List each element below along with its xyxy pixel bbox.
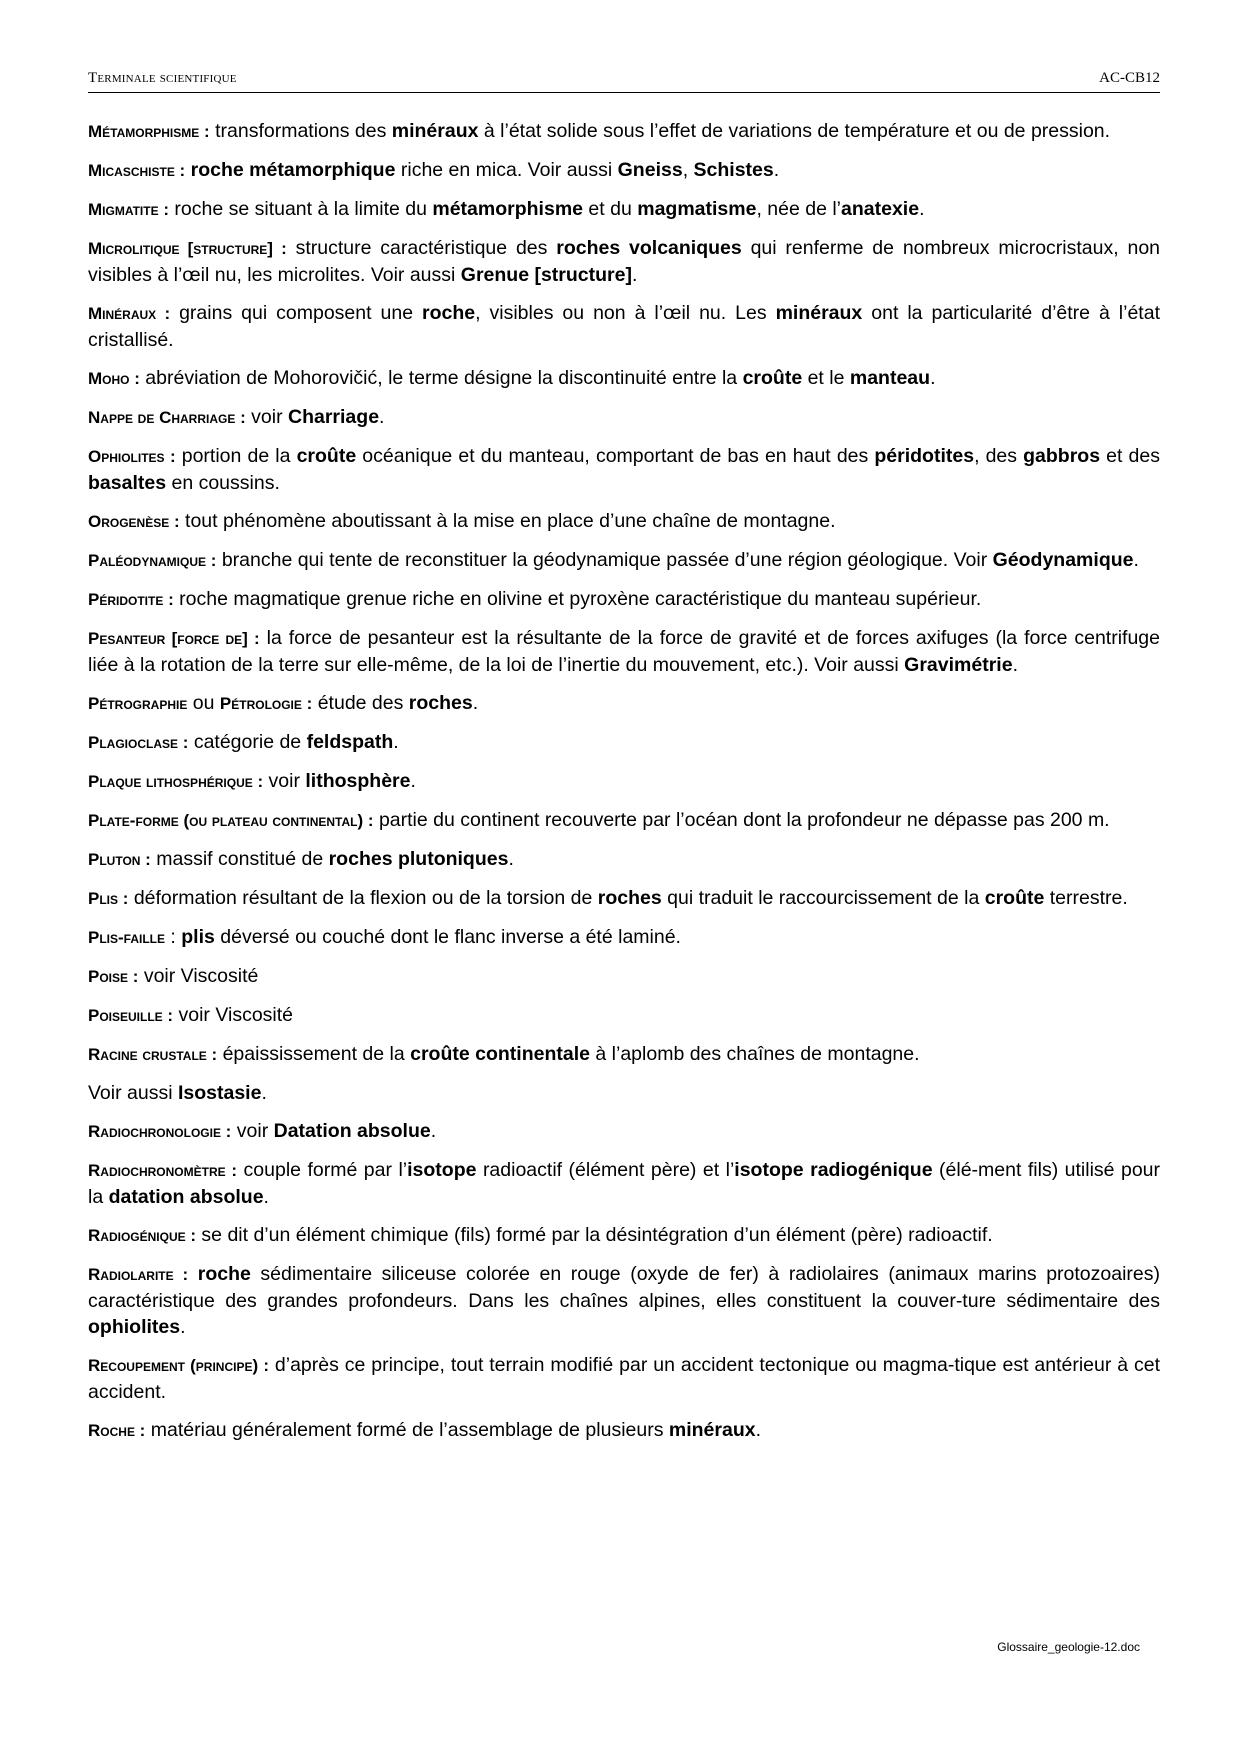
glossary-text: roche se situant à la limite du bbox=[168, 198, 433, 220]
glossary-text: tout phénomène aboutissant à la mise en place d’une chaîne de montagne. bbox=[179, 510, 836, 532]
glossary-keyword: roche bbox=[188, 1263, 251, 1285]
glossary-text: qui renferme de nombreux microcristaux, non visibles à l’œil nu, les microlites. Voir aussi bbox=[88, 237, 1161, 286]
glossary-text: . bbox=[773, 159, 780, 181]
glossary-text: . bbox=[263, 1186, 269, 1208]
glossary-entry bbox=[88, 118, 1160, 145]
glossary-term: Plaque lithosphérique : bbox=[88, 772, 264, 791]
glossary-text: : bbox=[165, 926, 182, 948]
glossary-text: (élé-ment fils) utilisé pour la bbox=[88, 1159, 1161, 1208]
glossary-text: catégorie de bbox=[188, 731, 307, 753]
glossary-term: Orogenèse : bbox=[88, 512, 180, 531]
glossary-keyword: métamorphisme bbox=[432, 198, 584, 220]
glossary-keyword: croûte bbox=[742, 367, 803, 389]
glossary-text: , des bbox=[974, 445, 1024, 467]
glossary-text: . bbox=[919, 198, 925, 220]
glossary-text: . bbox=[755, 1419, 761, 1441]
glossary-entry bbox=[88, 508, 1160, 535]
glossary-text: . bbox=[410, 770, 416, 792]
glossary-keyword: croûte continentale bbox=[410, 1043, 590, 1065]
glossary-term: Microlitique [structure] : bbox=[88, 239, 287, 258]
glossary-keyword: minéraux bbox=[775, 302, 863, 324]
glossary-text: voir Viscosité bbox=[138, 965, 259, 987]
glossary-term: Plagioclase : bbox=[88, 733, 189, 752]
glossary-text: à l’état solide sous l’effet de variations de température et ou de pression. bbox=[478, 120, 1111, 142]
glossary-keyword: péridotites bbox=[874, 445, 975, 467]
glossary-text: partie du continent recouverte par l’océan dont la profondeur ne dépasse pas 200 m. bbox=[373, 809, 1110, 831]
glossary-entry bbox=[88, 300, 1160, 353]
glossary-keyword: plis bbox=[181, 926, 215, 948]
footer-filename: Glossaire_geologie-12.doc bbox=[997, 1640, 1140, 1654]
glossary-keyword: gabbros bbox=[1023, 445, 1101, 467]
glossary-text: portion de la bbox=[175, 445, 297, 467]
glossary-text: . bbox=[379, 406, 385, 428]
glossary-keyword: Charriage bbox=[288, 406, 380, 428]
glossary-term: Radiochronologie : bbox=[88, 1122, 232, 1141]
glossary-text: . bbox=[508, 848, 514, 870]
glossary-text: sédimentaire siliceuse colorée en rouge (oxyde de fer) à radiolaires (animaux marins protozoaires) caractéristique des grandes profondeurs. Dans les chaînes alpines, elles constituent la couver-ture sédimentaire des bbox=[88, 1263, 1161, 1312]
glossary-keyword: feldspath bbox=[306, 731, 394, 753]
glossary-entry bbox=[88, 1261, 1160, 1340]
glossary-keyword: croûte bbox=[984, 887, 1045, 909]
glossary-text: radioactif (élément père) et l’ bbox=[476, 1159, 735, 1181]
glossary-entry bbox=[88, 157, 1160, 184]
glossary-text: voir Viscosité bbox=[173, 1004, 294, 1026]
glossary-keyword: manteau bbox=[849, 367, 931, 389]
glossary-text: , bbox=[682, 159, 694, 181]
glossary-keyword: roches bbox=[408, 692, 473, 714]
glossary-entry bbox=[88, 1352, 1160, 1405]
glossary-text: terrestre. bbox=[1044, 887, 1128, 909]
glossary-entry bbox=[88, 963, 1160, 990]
glossary-entry bbox=[88, 768, 1160, 795]
glossary-entry bbox=[88, 586, 1160, 613]
glossary-text: . bbox=[631, 264, 638, 286]
glossary-term: Migmatite : bbox=[88, 200, 169, 219]
glossary-text: . bbox=[1133, 549, 1139, 571]
glossary-text: épaississement de la bbox=[217, 1043, 411, 1065]
glossary-keyword: croûte bbox=[296, 445, 357, 467]
glossary-keyword: magmatisme bbox=[637, 198, 757, 220]
glossary-text: , visibles ou non à l’œil nu. Les bbox=[475, 302, 776, 324]
glossary-keyword: roches bbox=[597, 887, 662, 909]
glossary-text: qui traduit le raccourcissement de la bbox=[661, 887, 985, 909]
glossary-text: . bbox=[1012, 654, 1018, 676]
glossary-keyword: roches plutoniques bbox=[328, 848, 509, 870]
page-header bbox=[88, 68, 1160, 93]
glossary-text: océanique et du manteau, comportant de bas en haut des bbox=[356, 445, 875, 467]
glossary-text: et du bbox=[583, 198, 638, 220]
glossary-text: . bbox=[472, 692, 479, 714]
glossary-text: Voir aussi bbox=[88, 1082, 178, 1104]
glossary-text: . bbox=[430, 1120, 437, 1142]
glossary-text: riche en mica. Voir aussi bbox=[395, 159, 618, 181]
glossary-entry bbox=[88, 625, 1160, 678]
glossary-content bbox=[88, 118, 1160, 1456]
glossary-term: Pluton : bbox=[88, 850, 151, 869]
glossary-entry bbox=[88, 885, 1160, 912]
glossary-keyword: Géodynamique bbox=[992, 549, 1134, 571]
glossary-term: Métamorphisme : bbox=[88, 122, 210, 141]
glossary-entry bbox=[88, 729, 1160, 756]
glossary-text: grains qui composent une bbox=[170, 302, 423, 324]
glossary-text: . bbox=[180, 1316, 186, 1338]
glossary-keyword: ophiolites bbox=[88, 1316, 181, 1338]
glossary-entry bbox=[88, 1041, 1160, 1068]
glossary-entry bbox=[88, 1118, 1160, 1145]
glossary-term: Minéraux : bbox=[88, 304, 171, 323]
glossary-text: à l’aplomb des chaînes de montagne. bbox=[589, 1043, 920, 1065]
glossary-entry bbox=[88, 365, 1160, 392]
glossary-entry bbox=[88, 1417, 1160, 1444]
glossary-text: . bbox=[261, 1082, 267, 1104]
glossary-keyword: datation absolue bbox=[108, 1186, 264, 1208]
glossary-term: Nappe de Charriage : bbox=[88, 408, 246, 427]
glossary-entry bbox=[88, 1080, 1160, 1106]
glossary-entry bbox=[88, 846, 1160, 873]
glossary-entry bbox=[88, 924, 1160, 951]
glossary-term: Racine crustale : bbox=[88, 1045, 218, 1064]
glossary-text: voir bbox=[263, 770, 306, 792]
glossary-entry bbox=[88, 235, 1160, 288]
glossary-term: Radiogénique : bbox=[88, 1226, 197, 1245]
glossary-text: étude des bbox=[312, 692, 409, 714]
glossary-term: Pesanteur [force de] : bbox=[88, 629, 260, 648]
glossary-keyword: roches volcaniques bbox=[556, 237, 742, 259]
glossary-keyword: Schistes bbox=[693, 159, 774, 181]
glossary-term: Ophiolites : bbox=[88, 447, 176, 466]
glossary-entry bbox=[88, 690, 1160, 717]
glossary-keyword: lithosphère bbox=[305, 770, 411, 792]
glossary-term: Radiochronomètre : bbox=[88, 1161, 238, 1180]
glossary-text: ou bbox=[187, 692, 220, 714]
glossary-keyword: isotope radiogénique bbox=[734, 1159, 933, 1181]
glossary-keyword: Isostasie bbox=[177, 1082, 262, 1104]
glossary-entry bbox=[88, 547, 1160, 574]
glossary-text: voir bbox=[231, 1120, 274, 1142]
glossary-entry bbox=[88, 196, 1160, 223]
glossary-term: Plate-forme (ou plateau continental) : bbox=[88, 811, 374, 830]
glossary-term: Moho : bbox=[88, 369, 140, 388]
glossary-entry bbox=[88, 1002, 1160, 1029]
glossary-text: d’après ce principe, tout terrain modifié par un accident tectonique ou magma-tique est antérieur à cet accident. bbox=[88, 1354, 1160, 1403]
glossary-keyword: anatexie bbox=[841, 198, 920, 220]
glossary-term: Pétrologie : bbox=[219, 694, 313, 713]
glossary-text: déformation résultant de la flexion ou de la torsion de bbox=[128, 887, 598, 909]
glossary-term: Poiseuille : bbox=[88, 1006, 174, 1025]
glossary-keyword: Datation absolue bbox=[273, 1120, 431, 1142]
glossary-term: Plis-faille bbox=[88, 928, 165, 947]
glossary-term: Roche : bbox=[88, 1421, 146, 1440]
glossary-term: Péridotite : bbox=[88, 590, 174, 609]
glossary-text: déversé ou couché dont le flanc inverse a été laminé. bbox=[214, 926, 681, 948]
glossary-term: Poise : bbox=[88, 967, 139, 986]
glossary-keyword: Grenue [structure] bbox=[460, 264, 632, 286]
glossary-text: transformations des bbox=[209, 120, 392, 142]
glossary-term: Plis : bbox=[88, 889, 129, 908]
glossary-text: la force de pesanteur est la résultante de la force de gravité et de forces axifuges (la force centrifuge liée à la rotation de la terre sur elle-même, de la loi de l’inertie du mouvement, etc.). Voir aussi bbox=[88, 627, 1160, 676]
glossary-entry bbox=[88, 443, 1160, 496]
glossary-keyword: minéraux bbox=[668, 1419, 756, 1441]
glossary-term: Radiolarite : bbox=[88, 1265, 189, 1284]
glossary-text: et des bbox=[1100, 445, 1160, 467]
glossary-term: Pétrographie bbox=[88, 694, 188, 713]
header-course-title: Terminale scientifique bbox=[88, 70, 237, 86]
glossary-text: structure caractéristique des bbox=[286, 237, 557, 259]
glossary-text: , née de l’ bbox=[756, 198, 842, 220]
glossary-entry bbox=[88, 807, 1160, 834]
glossary-text: se dit d’un élément chimique (fils) formé par la désintégration d’un élément (père) radioactif. bbox=[196, 1224, 993, 1246]
glossary-term: Paléodynamique : bbox=[88, 551, 217, 570]
glossary-entry bbox=[88, 404, 1160, 431]
glossary-keyword: Gneiss bbox=[617, 159, 683, 181]
glossary-term: Recoupement (principe) : bbox=[88, 1356, 270, 1375]
glossary-text: branche qui tente de reconstituer la géodynamique passée d’une région géologique. Voir bbox=[216, 549, 993, 571]
glossary-text: . bbox=[393, 731, 399, 753]
glossary-text: matériau généralement formé de l’assemblage de plusieurs bbox=[145, 1419, 669, 1441]
glossary-text: massif constitué de bbox=[150, 848, 329, 870]
glossary-text: . bbox=[930, 367, 936, 389]
glossary-term: Micaschiste : bbox=[88, 161, 186, 180]
glossary-keyword: minéraux bbox=[391, 120, 479, 142]
glossary-text: roche magmatique grenue riche en olivine et pyroxène caractéristique du manteau supérieur. bbox=[173, 588, 982, 610]
glossary-text: voir bbox=[245, 406, 288, 428]
glossary-entry bbox=[88, 1157, 1160, 1210]
glossary-keyword: basaltes bbox=[88, 472, 167, 494]
glossary-text: en coussins. bbox=[166, 472, 280, 494]
glossary-text: ont la particularité d’être à l’état cristallisé. bbox=[88, 302, 1160, 351]
glossary-keyword: Gravimétrie bbox=[904, 654, 1013, 676]
glossary-text: couple formé par l’ bbox=[237, 1159, 408, 1181]
glossary-entry bbox=[88, 1222, 1160, 1249]
glossary-text: et le bbox=[802, 367, 850, 389]
glossary-keyword: roche bbox=[422, 302, 476, 324]
glossary-keyword: isotope bbox=[407, 1159, 477, 1181]
glossary-keyword: roche métamorphique bbox=[185, 159, 396, 181]
glossary-text: abréviation de Mohorovičić, le terme désigne la discontinuité entre la bbox=[139, 367, 743, 389]
header-document-code: AC-CB12 bbox=[1099, 70, 1160, 86]
